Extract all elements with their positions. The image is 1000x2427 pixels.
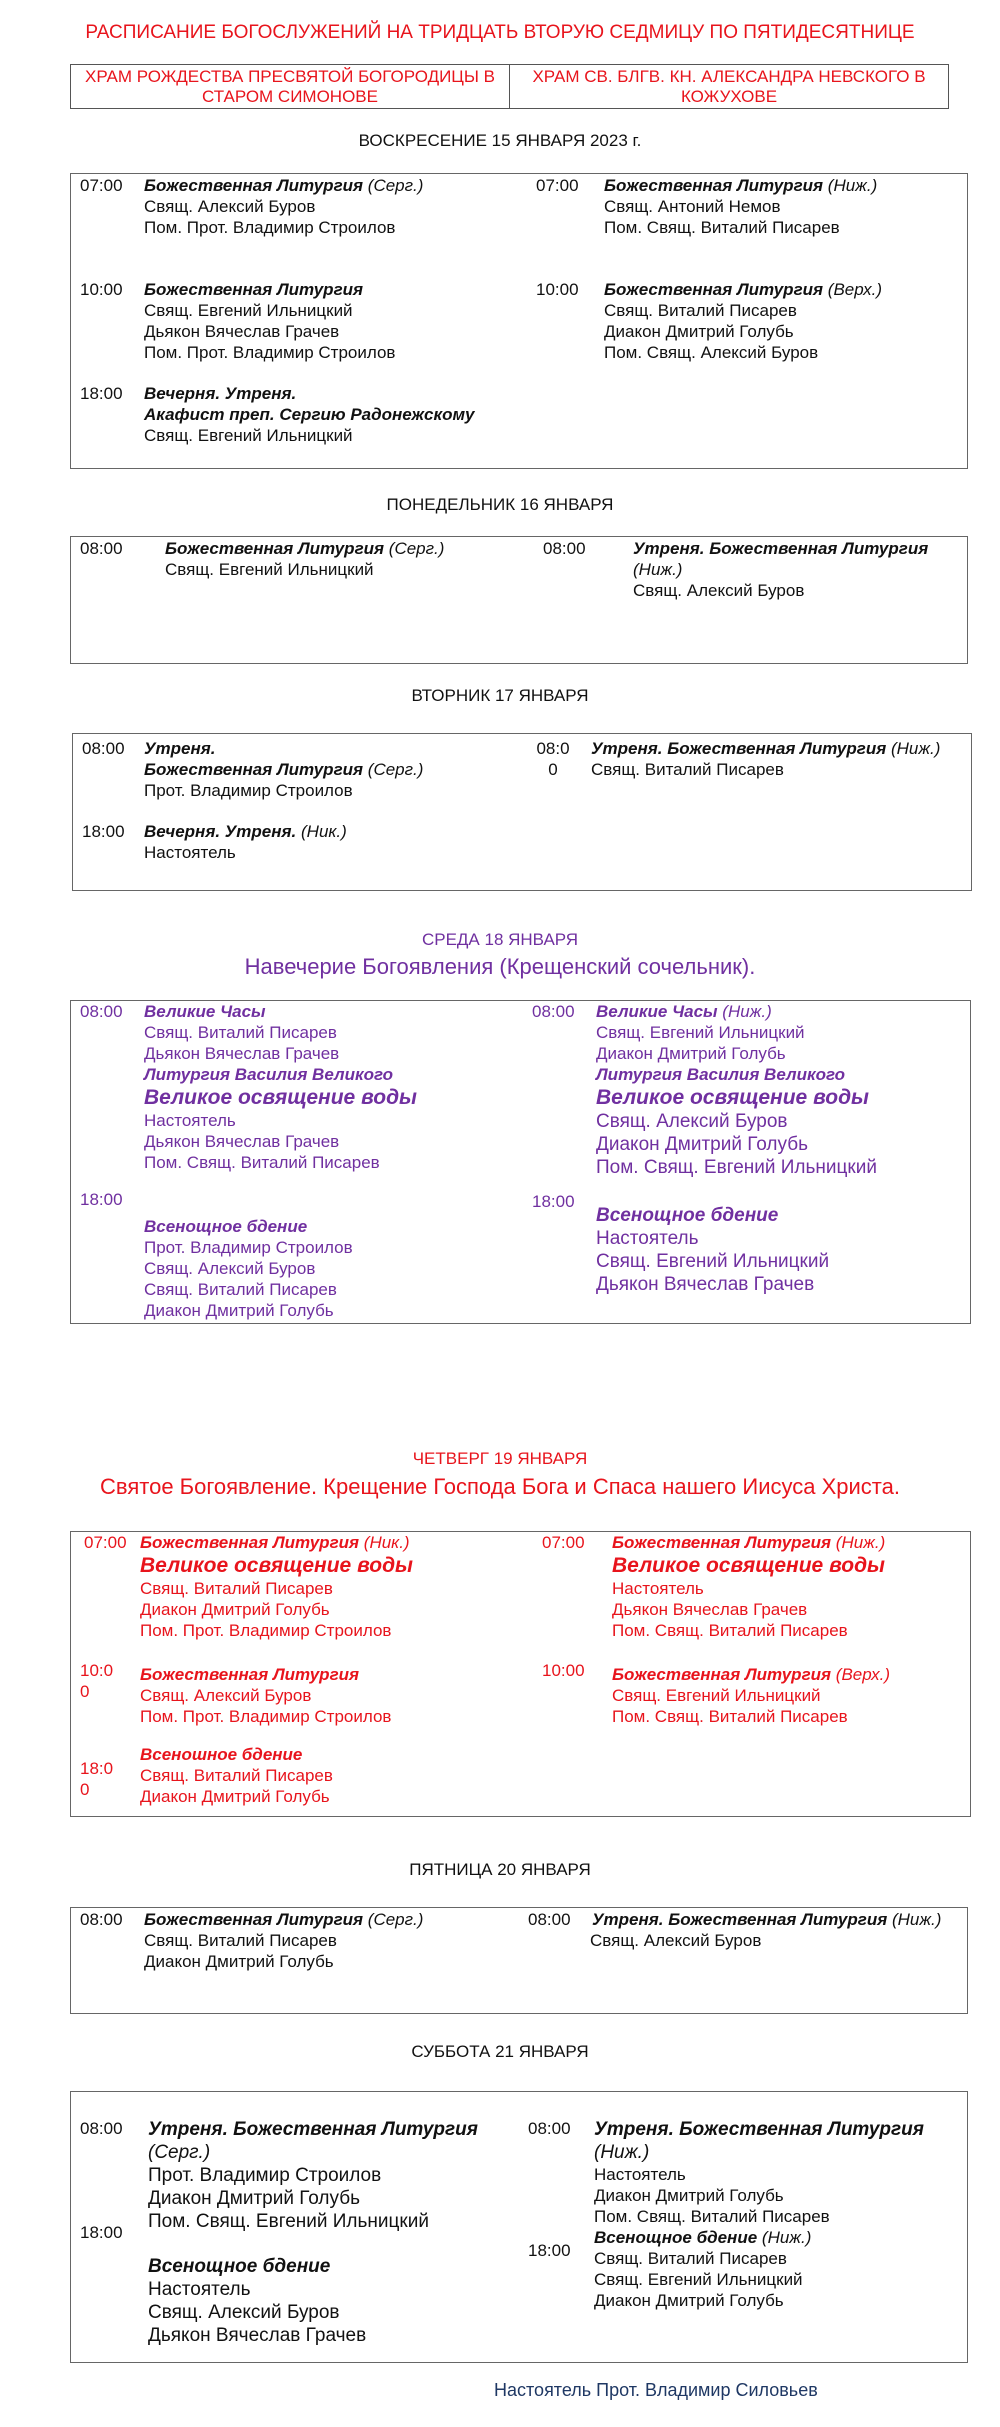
clergy-line: Свящ. Алексий Буров — [148, 2302, 340, 2323]
feast-title-wed: Навечерие Богоявления (Крещенский сочельник). — [244, 954, 756, 979]
time: 10:00 — [536, 280, 579, 299]
service-name: Божественная Литургия — [612, 1665, 832, 1684]
clergy-line: Настоятель — [596, 1228, 699, 1249]
clergy-line: Диакон Дмитрий Голубь — [594, 2291, 784, 2310]
time: 18:00 — [82, 822, 125, 841]
service-name: Литургия Василия Великого — [596, 1065, 845, 1084]
clergy-line: Пом. Прот. Владимир Строилов — [140, 1707, 392, 1726]
service-name: Божественная Литургия — [144, 1910, 364, 1929]
service-name: Утреня. Божественная Литургия — [633, 539, 929, 558]
day-heading-wed: СРЕДА 18 ЯНВАРЯ — [421, 930, 579, 949]
day-heading-sun: ВОСКРЕСЕНИЕ 15 ЯНВАРЯ 2023 г. — [358, 131, 642, 150]
clergy-line: Дьякон Вячеслав Грачев — [612, 1600, 808, 1619]
day-heading-thu: ЧЕТВЕРГ 19 ЯНВАРЯ — [412, 1449, 588, 1468]
service-note: (Ниж.) — [827, 176, 878, 195]
day-heading-mon: ПОНЕДЕЛЬНИК 16 ЯНВАРЯ — [386, 495, 614, 514]
time: 08:00 — [543, 539, 586, 558]
clergy-line: Свящ. Евгений Ильницкий — [144, 301, 353, 320]
temple-left: ХРАМ РОЖДЕСТВА ПРЕСВЯТОЙ БОГОРОДИЦЫ В СТАРОМ СИМОНОВЕ — [85, 67, 495, 106]
page-title: РАСПИСАНИЕ БОГОСЛУЖЕНИЙ НА ТРИДЦАТЬ ВТОРУЮ СЕДМИЦУ ПО ПЯТИДЕСЯТНИЦЕ — [85, 22, 915, 43]
clergy-line: Пом. Свящ. Виталий Писарев — [612, 1707, 848, 1726]
service-note: (Серг.) — [367, 176, 424, 195]
service-name: Всенощное бдение — [144, 1217, 308, 1236]
temples-header — [70, 64, 949, 109]
service-note: (Ниж.) — [594, 2142, 650, 2163]
service-note: (Ниж.) — [835, 1533, 886, 1552]
service-note: (Ниж.) — [891, 1910, 942, 1929]
service-note: (Ник.) — [363, 1533, 410, 1552]
time: 08:00 — [528, 1910, 571, 1929]
time: 07:00 — [542, 1533, 585, 1552]
clergy-line: Настоятель — [594, 2165, 686, 2184]
clergy-line: Свящ. Виталий Писарев — [144, 1931, 337, 1950]
service-name: Великое освящение воды — [612, 1554, 885, 1577]
clergy-line: Свящ. Евгений Ильницкий — [594, 2270, 803, 2289]
service-name: Божественная Литургия — [144, 760, 364, 779]
service-name: Божественная Литургия — [604, 176, 824, 195]
temple-right: ХРАМ СВ. БЛГВ. КН. АЛЕКСАНДРА НЕВСКОГО В КОЖУХОВЕ — [509, 65, 948, 108]
clergy-line: Свящ. Евгений Ильницкий — [596, 1023, 805, 1042]
service-note: (Ниж.) — [722, 1002, 772, 1021]
clergy-line: Свящ. Виталий Писарев — [591, 760, 784, 779]
clergy-line: Настоятель — [148, 2279, 251, 2300]
feast-title-thu: Святое Богоявление. Крещение Господа Бога и Спаса нашего Иисуса Христа. — [100, 1474, 900, 1499]
service-note: (Ниж.) — [890, 739, 941, 758]
time: 18:00 — [80, 384, 123, 403]
clergy-line: Диакон Дмитрий Голубь — [596, 1044, 786, 1063]
service-note: (Верх.) — [827, 280, 883, 299]
clergy-line: Настоятель — [144, 843, 236, 862]
clergy-line: Диакон Дмитрий Голубь — [144, 1952, 334, 1971]
clergy-line: Прот. Владимир Строилов — [144, 781, 353, 800]
service-name: Утреня. Божественная Литургия — [592, 1910, 888, 1929]
service-note: (Верх.) — [835, 1665, 891, 1684]
clergy-line: Свящ. Алексий Буров — [144, 1259, 316, 1278]
time: 10:0 0 — [80, 1661, 114, 1701]
clergy-line: Диакон Дмитрий Голубь — [140, 1600, 330, 1619]
clergy-line: Свящ. Алексий Буров — [590, 1931, 762, 1950]
service-name: Акафист преп. Сергию Радонежскому — [144, 405, 475, 424]
clergy-line: Свящ. Алексий Буров — [144, 197, 316, 216]
service-name: Вечерня. Утреня. — [144, 384, 297, 403]
service-name: Великие Часы — [596, 1002, 718, 1021]
time: 18:0 0 — [80, 1759, 114, 1799]
service-note: (Ник.) — [301, 822, 347, 841]
clergy-line: Диакон Дмитрий Голубь — [148, 2188, 360, 2209]
service-name: Всенощное бдение — [594, 2228, 758, 2247]
service-name: Всеношное бдение — [140, 1745, 303, 1764]
service-name: Утреня. Божественная Литургия — [591, 739, 887, 758]
time: 10:00 — [542, 1661, 585, 1680]
time: 08:00 — [80, 2119, 123, 2138]
clergy-line: Свящ. Виталий Писарев — [140, 1766, 333, 1785]
time: 08:00 — [80, 1910, 123, 1929]
service-name: Вечерня. Утреня. — [144, 822, 297, 841]
clergy-line: Пом. Прот. Владимир Строилов — [144, 343, 396, 362]
service-name: Великое освящение воды — [596, 1086, 869, 1109]
service-note: (Ниж.) — [761, 2228, 812, 2247]
service-note: (Серг.) — [148, 2142, 211, 2163]
clergy-line: Свящ. Виталий Писарев — [604, 301, 797, 320]
service-name: Божественная Литургия — [165, 539, 385, 558]
service-name: Божественная Литургия — [612, 1533, 832, 1552]
time: 08:00 — [532, 1002, 575, 1021]
clergy-line: Пом. Свящ. Виталий Писарев — [144, 1153, 380, 1172]
service-name: Великие Часы — [144, 1002, 266, 1021]
clergy-line: Пом. Прот. Владимир Строилов — [144, 218, 396, 237]
clergy-line: Свящ. Алексий Буров — [633, 581, 805, 600]
time: 07:00 — [80, 176, 123, 195]
clergy-line: Свящ. Евгений Ильницкий — [144, 426, 353, 445]
time: 18:00 — [532, 1192, 575, 1211]
service-name: Божественная Литургия — [140, 1533, 360, 1552]
clergy-line: Свящ. Евгений Ильницкий — [596, 1251, 830, 1272]
service-name: Божественная Литургия — [144, 280, 364, 299]
day-heading-fri: ПЯТНИЦА 20 ЯНВАРЯ — [409, 1860, 591, 1879]
footer-signature: Настоятель Прот. Владимир Силовьев — [494, 2380, 818, 2400]
clergy-line: Прот. Владимир Строилов — [148, 2165, 382, 2186]
clergy-line: Пом. Свящ. Алексий Буров — [604, 343, 819, 362]
clergy-line: Прот. Владимир Строилов — [144, 1238, 353, 1257]
clergy-line: Настоятель — [144, 1111, 236, 1130]
clergy-line: Диакон Дмитрий Голубь — [604, 322, 794, 341]
clergy-line: Пом. Свящ. Виталий Писарев — [612, 1621, 848, 1640]
time: 08:00 — [80, 539, 123, 558]
clergy-line: Дьякон Вячеслав Грачев — [144, 322, 340, 341]
day-heading-sat: СУББОТА 21 ЯНВАРЯ — [411, 2042, 589, 2061]
clergy-line: Пом. Свящ. Виталий Писарев — [604, 218, 840, 237]
clergy-line: Свящ. Виталий Писарев — [144, 1280, 337, 1299]
service-note: (Серг.) — [367, 760, 424, 779]
clergy-line: Диакон Дмитрий Голубь — [596, 1134, 808, 1155]
clergy-line: Свящ. Виталий Писарев — [144, 1023, 337, 1042]
service-name: Всенощное бдение — [148, 2256, 331, 2277]
clergy-line: Пом. Свящ. Евгений Ильницкий — [596, 1157, 877, 1178]
clergy-line: Пом. Свящ. Виталий Писарев — [594, 2207, 830, 2226]
service-name: Божественная Литургия — [140, 1665, 360, 1684]
time: 08:00 — [82, 739, 125, 758]
service-note: (Ниж.) — [633, 560, 683, 579]
clergy-line: Диакон Дмитрий Голубь — [594, 2186, 784, 2205]
service-name: Великое освящение воды — [144, 1086, 417, 1109]
time: 08:00 — [80, 1002, 123, 1021]
time: 08:0 0 — [536, 739, 570, 779]
service-name: Утреня. — [144, 739, 216, 758]
clergy-line: Свящ. Виталий Писарев — [594, 2249, 787, 2268]
service-name: Утреня. Божественная Литургия — [148, 2119, 478, 2140]
service-note: (Серг.) — [367, 1910, 424, 1929]
day-heading-tue: ВТОРНИК 17 ЯНВАРЯ — [411, 686, 589, 705]
time: 07:00 — [84, 1533, 127, 1552]
service-name: Великое освящение воды — [140, 1554, 413, 1577]
clergy-line: Свящ. Евгений Ильницкий — [165, 560, 374, 579]
service-name: Утреня. Божественная Литургия — [594, 2119, 924, 2140]
service-name: Всенощное бдение — [596, 1205, 779, 1226]
time: 18:00 — [528, 2241, 571, 2260]
clergy-line: Пом. Прот. Владимир Строилов — [140, 1621, 392, 1640]
clergy-line: Свящ. Алексий Буров — [140, 1686, 312, 1705]
time: 18:00 — [80, 2223, 123, 2242]
clergy-line: Настоятель — [612, 1579, 704, 1598]
time: 08:00 — [528, 2119, 571, 2138]
service-name: Литургия Василия Великого — [144, 1065, 393, 1084]
clergy-line: Дьякон Вячеслав Грачев — [148, 2325, 367, 2346]
clergy-line: Диакон Дмитрий Голубь — [144, 1301, 334, 1320]
time: 07:00 — [536, 176, 579, 195]
clergy-line: Свящ. Евгений Ильницкий — [612, 1686, 821, 1705]
clergy-line: Диакон Дмитрий Голубь — [140, 1787, 330, 1806]
service-name: Божественная Литургия — [144, 176, 364, 195]
clergy-line: Дьякон Вячеслав Грачев — [596, 1274, 815, 1295]
clergy-line: Дьякон Вячеслав Грачев — [144, 1132, 340, 1151]
clergy-line: Дьякон Вячеслав Грачев — [144, 1044, 340, 1063]
service-note: (Серг.) — [388, 539, 445, 558]
time: 10:00 — [80, 280, 123, 299]
time: 18:00 — [80, 1190, 123, 1209]
clergy-line: Свящ. Виталий Писарев — [140, 1579, 333, 1598]
service-name: Божественная Литургия — [604, 280, 824, 299]
clergy-line: Пом. Свящ. Евгений Ильницкий — [148, 2211, 429, 2232]
clergy-line: Свящ. Алексий Буров — [596, 1111, 788, 1132]
clergy-line: Свящ. Антоний Немов — [604, 197, 781, 216]
